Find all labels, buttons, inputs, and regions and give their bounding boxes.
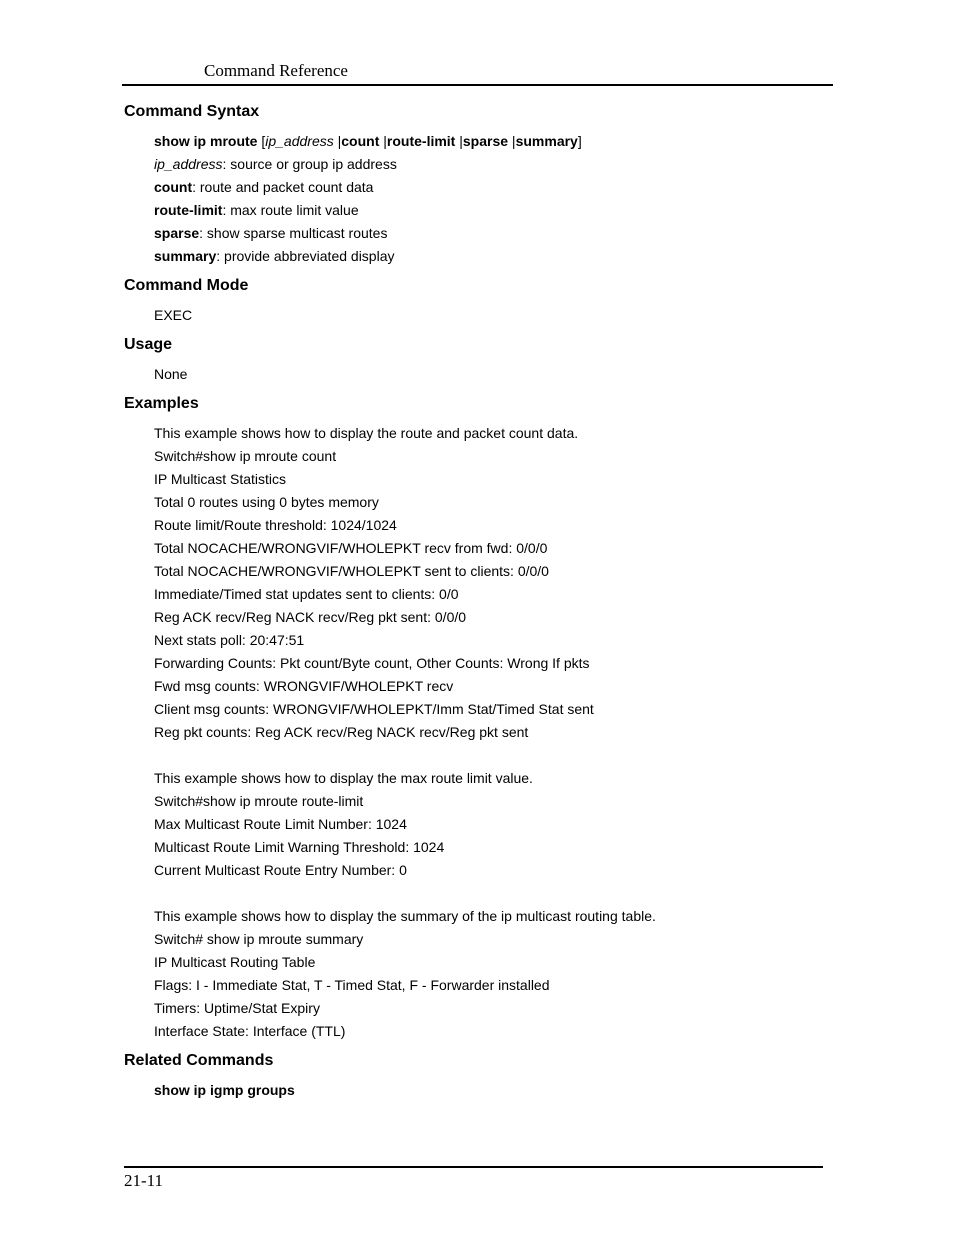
param-name: sparse [154,225,200,241]
footer-rule [124,1166,823,1168]
param-name: count [154,179,193,195]
section-heading: Examples [124,395,199,412]
example-line: IP Multicast Statistics [154,471,287,487]
syntax-bracket: [ [257,133,266,149]
syntax-arg: sparse [462,133,509,149]
section-body [124,416,844,1043]
example-line: IP Multicast Routing Table [154,954,316,970]
example-line: Total NOCACHE/WRONGVIF/WHOLEPKT sent to clients: 0/0/0 [154,563,549,579]
example-line: Next stats poll: 20:47:51 [154,632,305,648]
section-body [124,1073,844,1102]
section-heading: Usage [124,336,173,353]
example-line: Flags: I - Immediate Stat, T - Timed Stat, F - Forwarder installed [154,977,550,993]
related-command [154,1079,844,1102]
page-number: 21-11 [124,1171,164,1190]
blank-line [154,882,844,905]
example-block-summary [154,905,844,1043]
syntax-separator: | [333,133,342,149]
example-block-route-limit [154,767,844,882]
section-body [124,357,844,386]
blank-line [154,744,844,767]
running-header: Command Reference [204,61,348,80]
example-line: Multicast Route Limit Warning Threshold: 1024 [154,839,445,855]
param-line [154,153,844,176]
page-content [124,100,844,1108]
example-line: Switch#show ip mroute count [154,448,337,464]
mode-value: EXEC [154,307,193,323]
param-line [154,245,844,268]
usage-value: None [154,366,188,382]
syntax-arg: count [341,133,380,149]
param-name: route-limit [154,202,223,218]
example-line: Fwd msg counts: WRONGVIF/WHOLEPKT recv [154,678,454,694]
example-line: Interface State: Interface (TTL) [154,1023,346,1039]
section-related-commands [124,1049,844,1102]
syntax-separator: | [379,133,387,149]
example-line: Switch#show ip mroute route-limit [154,793,364,809]
section-command-mode [124,274,844,327]
example-line: Route limit/Route threshold: 1024/1024 [154,517,397,533]
example-block-count [154,422,844,744]
syntax-arg: ip_address [265,133,334,149]
section-body [124,298,844,327]
syntax-separator: | [508,133,516,149]
example-line: This example shows how to display the route and packet count data. [154,425,579,441]
param-line [154,199,844,222]
section-body [124,124,844,268]
section-heading: Related Commands [124,1052,274,1069]
section-heading: Command Mode [124,277,249,294]
section-command-syntax [124,100,844,268]
example-line: Total NOCACHE/WRONGVIF/WHOLEPKT recv from fwd: 0/0/0 [154,540,548,556]
example-line: Forwarding Counts: Pkt count/Byte count, Other Counts: Wrong If pkts [154,655,590,671]
param-line [154,176,844,199]
header-rule [122,84,833,86]
param-line [154,222,844,245]
param-desc: : max route limit value [222,202,359,218]
param-desc: : provide abbreviated display [216,248,395,264]
example-line: Switch# show ip mroute summary [154,931,364,947]
section-examples [124,392,844,1043]
example-line: Total 0 routes using 0 bytes memory [154,494,379,510]
example-line: Timers: Uptime/Stat Expiry [154,1000,320,1016]
example-line: Reg ACK recv/Reg NACK recv/Reg pkt sent: 0/0/0 [154,609,467,625]
section-usage [124,333,844,386]
param-name: summary [154,248,217,264]
example-line: This example shows how to display the summary of the ip multicast routing table. [154,908,656,924]
syntax-arg: summary [515,133,578,149]
syntax-command: show ip mroute [154,133,258,149]
param-name: ip_address [154,156,223,172]
example-line: Client msg counts: WRONGVIF/WHOLEPKT/Imm Stat/Timed Stat sent [154,701,594,717]
example-line: Reg pkt counts: Reg ACK recv/Reg NACK recv/Reg pkt sent [154,724,529,740]
example-line: Current Multicast Route Entry Number: 0 [154,862,407,878]
section-heading: Command Syntax [124,103,260,120]
syntax-bracket: ] [577,133,582,149]
related-command-name: show ip igmp groups [154,1082,295,1098]
example-line: This example shows how to display the max route limit value. [154,770,533,786]
syntax-line [154,130,844,153]
param-desc: : route and packet count data [192,179,374,195]
param-desc: : source or group ip address [222,156,397,172]
param-desc: : show sparse multicast routes [199,225,388,241]
syntax-separator: | [455,133,463,149]
syntax-arg: route-limit [386,133,456,149]
example-line: Max Multicast Route Limit Number: 1024 [154,816,407,832]
example-line: Immediate/Timed stat updates sent to clients: 0/0 [154,586,459,602]
